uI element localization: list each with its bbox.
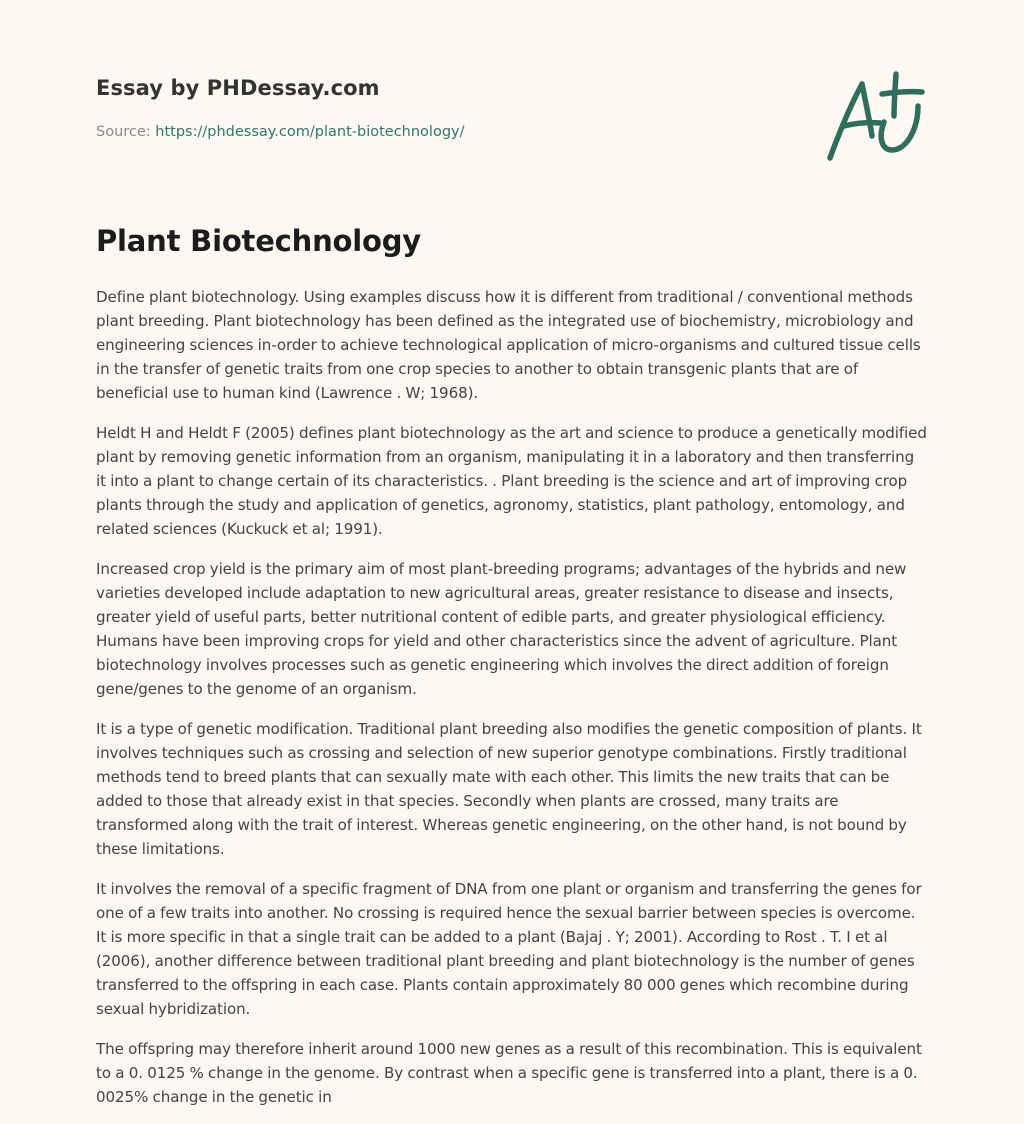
essay-title: Plant Biotechnology bbox=[96, 224, 421, 258]
a-plus-grade-icon bbox=[822, 66, 928, 166]
source-line bbox=[96, 124, 465, 140]
site-brand: Essay by PHDessay.com bbox=[96, 76, 380, 100]
essay-paragraph: It is a type of genetic modification. Traditional plant breeding also modifies the genetic composition of plants. It involves techniques such as crossing and selection of new superior genotype combinations. Firstly traditional methods tend to breed plants that can sexually mate with each other. This limits the new traits that can be added to those that already exist in that species. Secondly when plants are crossed, many traits are transformed along with the trait of interest. Whereas genetic engineering, on the other hand, is not bound by these limitations. bbox=[96, 720, 922, 858]
essay-paragraph: Increased crop yield is the primary aim of most plant-breeding programs; advantages of the hybrids and new varieties developed include adaptation to new agricultural areas, greater resistance to disease and insects, greater yield of useful parts, better nutritional content of edible parts, and greater physiological efficiency. Humans have been improving crops for yield and other characteristics since the advent of agriculture. Plant biotechnology involves processes such as genetic engineering which involves the direct addition of foreign gene/genes to the genome of an organism. bbox=[96, 560, 907, 698]
essay-paragraph: Heldt H and Heldt F (2005) defines plant biotechnology as the art and science to produce a genetically modified plant by removing genetic information from an organism, manipulating it in a laboratory and then transferring it into a plant to change certain of its characteristics. . Plant breeding is the science and art of improving crop plants through the study and application of genetics, agronomy, statistics, plant pathology, entomology, and related sciences (Kuckuck et al; 1991). bbox=[96, 424, 927, 538]
source-label: Source: bbox=[96, 124, 151, 140]
source-link[interactable]: https://phdessay.com/plant-biotechnology/ bbox=[155, 124, 465, 140]
essay-paragraph: It involves the removal of a specific fragment of DNA from one plant or organism and transferring the genes for one of a few traits into another. No crossing is required hence the sexual barrier between species is overcome. It is more specific in that a single trait can be added to a plant (Bajaj . Y; 2001). According to Rost . T. I et al (2006), another difference between traditional plant breeding and plant biotechnology is the number of genes transferred to the offspring in each case. Plants contain approximately 80 000 genes which recombine during sexual hybridization. bbox=[96, 880, 922, 1018]
essay-paragraph: The offspring may therefore inherit around 1000 new genes as a result of this recombination. This is equivalent to a 0. 0125 % change in the genome. By contrast when a specific gene is transferred into a plant, there is a 0. 0025% change in the genetic in bbox=[96, 1040, 922, 1106]
essay-body bbox=[96, 285, 928, 1124]
essay-paragraph: Define plant biotechnology. Using examples discuss how it is different from traditional / conventional methods plant breeding. Plant biotechnology has been defined as the integrated use of biochemistry, microbiology and engineering sciences in-order to achieve technological application of micro-organisms and cultured tissue cells in the transfer of genetic traits from one crop species to another to obtain transgenic plants that are of beneficial use to human kind (Lawrence . W; 1968). bbox=[96, 288, 921, 402]
